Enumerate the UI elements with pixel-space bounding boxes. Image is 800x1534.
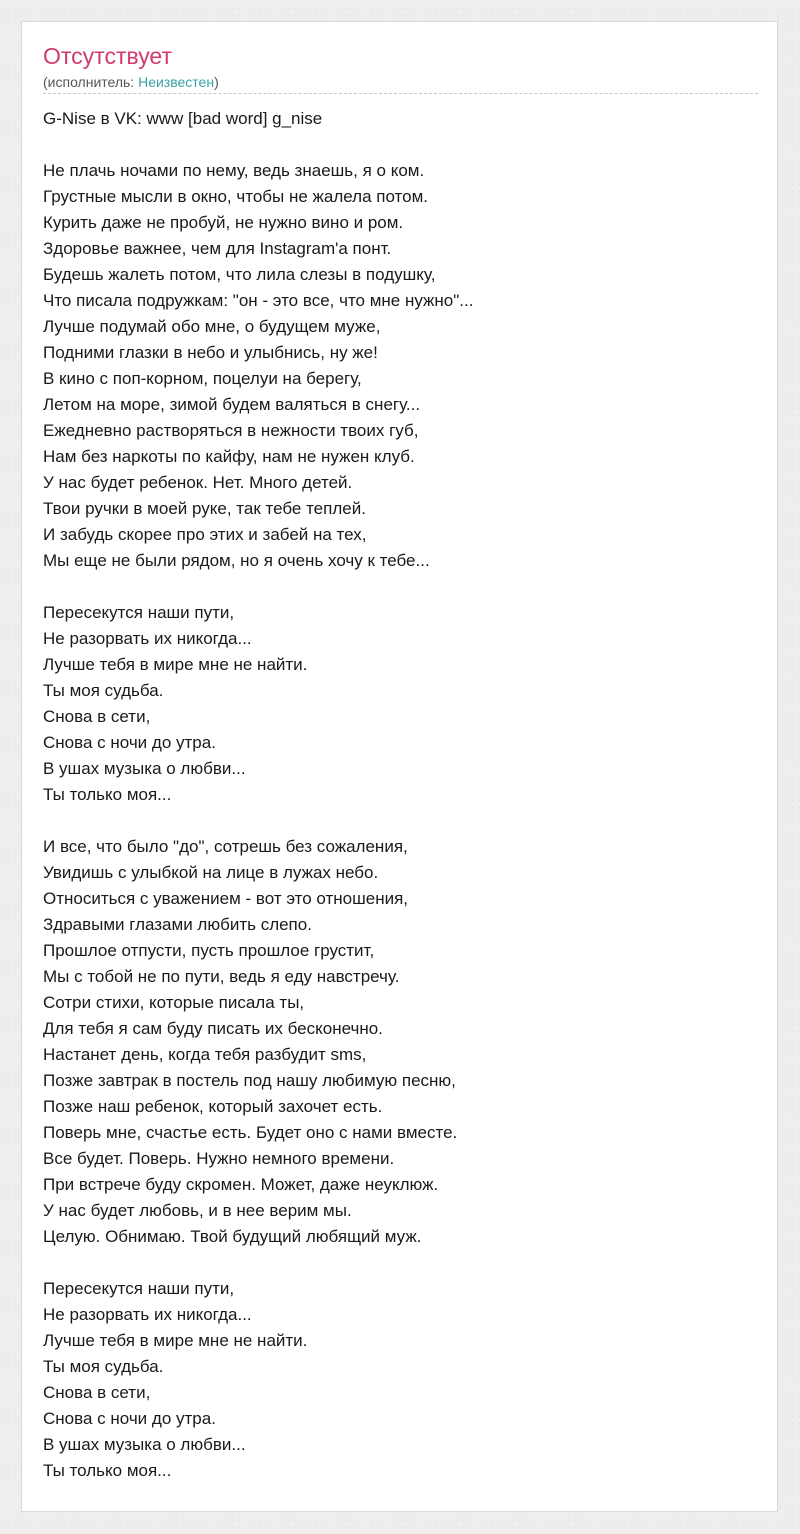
lyric-line: В ушах музыка о любви... [43, 1435, 246, 1454]
lyric-line: Увидишь с улыбкой на лице в лужах небо. [43, 863, 379, 882]
artist-suffix: ) [214, 74, 219, 90]
lyrics-card [21, 21, 778, 1512]
lyric-line: Позже наш ребенок, который захочет есть. [43, 1097, 383, 1116]
lyric-line: Пересекутся наши пути, [43, 603, 235, 622]
lyric-line: Не разорвать их никогда... [43, 629, 252, 648]
lyric-line: При встрече буду скромен. Может, даже неуклюж. [43, 1175, 439, 1194]
stanza-gap [43, 574, 758, 600]
lyric-line: G-Nise в VK: www [bad word] g_nise [43, 109, 323, 128]
lyric-line: Будешь жалеть потом, что лила слезы в подушку, [43, 265, 436, 284]
lyric-line: Все будет. Поверь. Нужно немного времени. [43, 1149, 395, 1168]
title-divider [43, 93, 758, 94]
lyric-line: Летом на море, зимой будем валяться в снегу... [43, 395, 421, 414]
lyric-line: Позже завтрак в постель под нашу любимую песню, [43, 1071, 456, 1090]
lyric-line: Прошлое отпусти, пусть прошлое грустит, [43, 941, 375, 960]
lyric-line: Лучше тебя в мире мне не найти. [43, 1331, 308, 1350]
lyric-line: Не плачь ночами по нему, ведь знаешь, я о ком. [43, 161, 425, 180]
lyric-line: Ты моя судьба. [43, 1357, 164, 1376]
lyric-line: Ежедневно растворяться в нежности твоих губ, [43, 421, 419, 440]
lyric-line: Грустные мысли в окно, чтобы не жалела потом. [43, 187, 429, 206]
lyric-line: Для тебя я сам буду писать их бесконечно. [43, 1019, 383, 1038]
lyric-line: Что писала подружкам: "он - это все, что мне нужно"... [43, 291, 474, 310]
lyric-line: Лучше тебя в мире мне не найти. [43, 655, 308, 674]
lyrics-text [43, 106, 758, 1484]
lyric-line: Относиться с уважением - вот это отношения, [43, 889, 409, 908]
lyric-line: Ты только моя... [43, 785, 172, 804]
lyric-line: У нас будет любовь, и в нее верим мы. [43, 1201, 352, 1220]
lyric-line: У нас будет ребенок. Нет. Много детей. [43, 473, 353, 492]
lyric-line: Здравыми глазами любить слепо. [43, 915, 312, 934]
lyric-line: И все, что было "до", сотрешь без сожаления, [43, 837, 408, 856]
lyric-line: Настанет день, когда тебя разбудит sms, [43, 1045, 367, 1064]
lyric-line: Ты только моя... [43, 1461, 172, 1480]
lyric-line: Пересекутся наши пути, [43, 1279, 235, 1298]
artist-line [43, 73, 219, 91]
song-title: Отсутствует [43, 43, 172, 69]
lyric-line: Снова в сети, [43, 707, 151, 726]
lyric-line: Ты моя судьба. [43, 681, 164, 700]
artist-link[interactable]: Неизвестен [138, 74, 215, 90]
lyric-line: Снова с ночи до утра. [43, 733, 216, 752]
lyric-line: В кино с поп-корном, поцелуи на берегу, [43, 369, 362, 388]
lyric-line: Нам без наркоты по кайфу, нам не нужен клуб. [43, 447, 415, 466]
stanza-gap [43, 1250, 758, 1276]
lyric-line: В ушах музыка о любви... [43, 759, 246, 778]
lyric-line: Здоровье важнее, чем для Instagram'а понт. [43, 239, 392, 258]
lyric-line: Снова с ночи до утра. [43, 1409, 216, 1428]
stanza-gap [43, 132, 758, 158]
lyric-line: Целую. Обнимаю. Твой будущий любящий муж. [43, 1227, 422, 1246]
lyric-line: И забудь скорее про этих и забей на тех, [43, 525, 367, 544]
lyric-line: Поверь мне, счастье есть. Будет оно с нами вместе. [43, 1123, 458, 1142]
artist-prefix: (исполнитель: [43, 74, 139, 90]
lyric-line: Подними глазки в небо и улыбнись, ну же! [43, 343, 378, 362]
lyric-line: Не разорвать их никогда... [43, 1305, 252, 1324]
lyric-line: Курить даже не пробуй, не нужно вино и ром. [43, 213, 404, 232]
lyric-line: Мы еще не были рядом, но я очень хочу к тебе... [43, 551, 430, 570]
lyric-line: Лучше подумай обо мне, о будущем муже, [43, 317, 381, 336]
stanza-gap [43, 808, 758, 834]
lyric-line: Твои ручки в моей руке, так тебе теплей. [43, 499, 366, 518]
lyric-line: Сотри стихи, которые писала ты, [43, 993, 305, 1012]
lyric-line: Снова в сети, [43, 1383, 151, 1402]
lyric-line: Мы с тобой не по пути, ведь я еду навстречу. [43, 967, 400, 986]
